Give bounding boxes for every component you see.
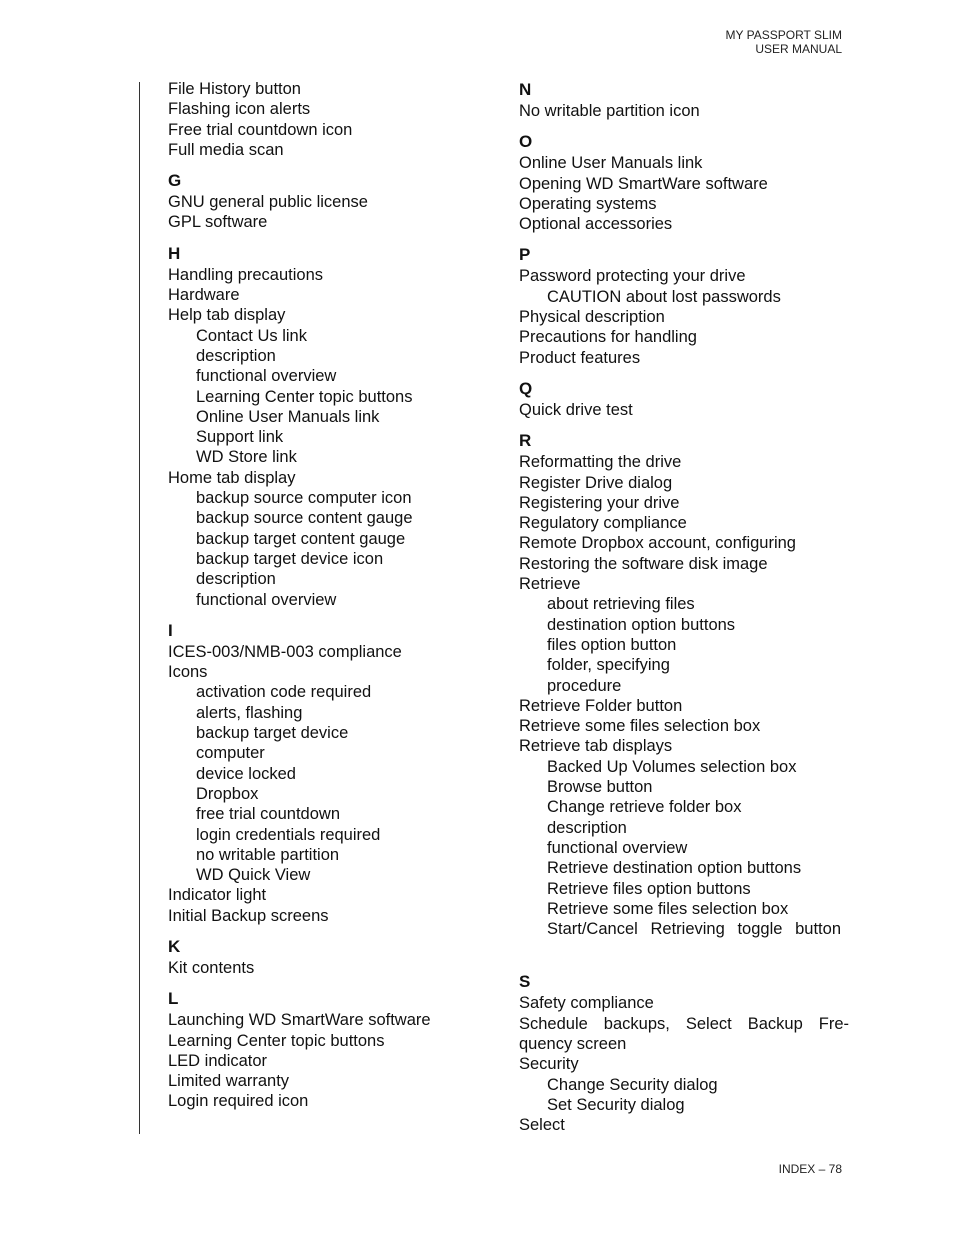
index-entry: Retrieve tab displays xyxy=(519,737,673,756)
index-subentry: destination option buttons xyxy=(547,615,736,634)
index-subentry: backup source content gauge xyxy=(196,509,413,528)
index-entry: Quick drive test xyxy=(519,400,633,419)
index-entry: Initial Backup screens xyxy=(168,906,329,925)
index-group xyxy=(519,378,849,420)
index-subentry: Set Security dialog xyxy=(547,1095,685,1114)
section-letter: H xyxy=(168,243,181,263)
section-letter: L xyxy=(168,989,179,1009)
index-entry: Indicator light xyxy=(168,886,267,905)
index-entry: Retrieve some files selection box xyxy=(519,717,761,736)
section-letter: K xyxy=(168,936,181,956)
index-entry: Remote Dropbox account, configuring xyxy=(519,534,796,553)
index-entry: Opening WD SmartWare software xyxy=(519,174,768,193)
index-entry: Optional accessories xyxy=(519,215,673,234)
index-entry: Safety compliance xyxy=(519,994,654,1013)
index-group xyxy=(519,971,849,1135)
index-subentry: Learning Center topic buttons xyxy=(196,387,413,406)
index-subentry: Retrieve files option buttons xyxy=(547,879,751,898)
index-group xyxy=(168,988,468,1111)
index-group xyxy=(168,243,468,610)
section-letter: R xyxy=(519,431,532,451)
index-subentry: backup source computer icon xyxy=(196,489,412,508)
section-letter: O xyxy=(519,132,533,152)
running-header xyxy=(726,28,842,56)
index-entry: Retrieve Folder button xyxy=(519,696,683,715)
index-entry: Icons xyxy=(168,663,208,682)
index-subentry: computer xyxy=(196,744,265,763)
index-group xyxy=(519,79,849,121)
index-entry: Security xyxy=(519,1055,579,1074)
header-line-2: USER MANUAL xyxy=(755,42,842,56)
index-subentry: functional overview xyxy=(547,838,688,857)
index-entry: GNU general public license xyxy=(168,193,368,212)
index-entry: Reformatting the drive xyxy=(519,453,682,472)
index-subentry: description xyxy=(547,818,627,837)
index-entry: Full media scan xyxy=(168,140,284,159)
index-entry: Kit contents xyxy=(168,958,255,977)
index-subentry: WD Quick View xyxy=(196,866,311,885)
section-letter: N xyxy=(519,80,532,99)
index-entry: Free trial countdown icon xyxy=(168,120,353,139)
index-entry: Handling precautions xyxy=(168,265,324,284)
index-entry: Restoring the software disk image xyxy=(519,554,768,573)
index-entry: Product features xyxy=(519,348,641,367)
index-entry: Hardware xyxy=(168,286,240,305)
index-group xyxy=(168,170,468,233)
index-subentry: alerts, flashing xyxy=(196,703,303,722)
index-entry: Password protecting your drive xyxy=(519,267,746,286)
index-subentry: backup target device xyxy=(196,724,349,743)
section-letter: I xyxy=(168,620,173,640)
index-subentry: Retrieve some files selection box xyxy=(547,899,789,918)
index-entry: Retrieve xyxy=(519,575,581,594)
index-entry: Flashing icon alerts xyxy=(168,100,311,119)
index-subentry: files option button xyxy=(547,635,677,654)
index-entry: Regulatory compliance xyxy=(519,514,687,533)
index-subentry: CAUTION about lost passwords xyxy=(547,287,781,306)
index-entry: Select xyxy=(519,1116,565,1135)
index-entry: Physical description xyxy=(519,308,665,327)
section-letter: G xyxy=(168,171,182,191)
page-footer: INDEX – 78 xyxy=(778,1162,842,1176)
index-group xyxy=(519,244,849,367)
index-subentry: Online User Manuals link xyxy=(196,407,380,426)
index-column-left xyxy=(168,79,468,1122)
index-subentry: Browse button xyxy=(547,778,653,797)
header-line-1: MY PASSPORT SLIM xyxy=(725,28,842,42)
index-entry: Register Drive dialog xyxy=(519,473,673,492)
index-subentry: Backed Up Volumes selection box xyxy=(547,757,797,776)
index-subentry: login credentials required xyxy=(196,825,381,844)
index-subentry: Start/Cancel Retrieving toggle button xyxy=(547,920,841,939)
section-letter: Q xyxy=(519,378,533,398)
index-entry: Home tab display xyxy=(168,468,296,487)
index-subentry: folder, specifying xyxy=(547,656,670,675)
index-entry: Schedule backups, Select Backup Fre-quency screen xyxy=(519,1014,849,1053)
index-subentry: free trial countdown xyxy=(196,805,340,824)
index-entry: ICES-003/NMB-003 compliance xyxy=(168,642,402,661)
index-subentry: about retrieving files xyxy=(547,595,695,614)
index-group xyxy=(168,620,468,926)
index-entry: Learning Center topic buttons xyxy=(168,1031,385,1050)
index-entry: Precautions for handling xyxy=(519,328,697,347)
index-group xyxy=(519,131,849,234)
margin-rule xyxy=(139,82,140,1134)
index-subentry: description xyxy=(196,570,276,589)
index-subentry: no writable partition xyxy=(196,845,340,864)
index-entry: GPL software xyxy=(168,213,268,232)
index-group xyxy=(168,79,468,160)
index-entry: Registering your drive xyxy=(519,493,680,512)
index-subentry: Change retrieve folder box xyxy=(547,798,742,817)
index-entry: File History button xyxy=(168,80,301,98)
index-subentry: Support link xyxy=(196,428,284,447)
section-spacer xyxy=(519,949,849,971)
index-subentry: Dropbox xyxy=(196,784,259,803)
index-entry: LED indicator xyxy=(168,1051,268,1070)
index-entry: Help tab display xyxy=(168,306,286,325)
index-group xyxy=(168,936,468,978)
index-subentry: WD Store link xyxy=(196,448,297,467)
index-subentry: Contact Us link xyxy=(196,326,307,345)
index-subentry: Change Security dialog xyxy=(547,1075,718,1094)
index-entry: No writable partition icon xyxy=(519,102,700,120)
index-entry: Limited warranty xyxy=(168,1072,290,1091)
index-subentry: device locked xyxy=(196,764,296,783)
index-entry: Login required icon xyxy=(168,1092,309,1111)
index-entry: Operating systems xyxy=(519,194,657,213)
index-subentry: functional overview xyxy=(196,367,337,386)
index-group xyxy=(519,430,849,939)
index-subentry: functional overview xyxy=(196,590,337,609)
section-letter: P xyxy=(519,245,531,265)
index-subentry: description xyxy=(196,346,276,365)
index-subentry: backup target device icon xyxy=(196,549,384,568)
section-letter: S xyxy=(519,972,531,992)
index-entry: Online User Manuals link xyxy=(519,154,703,173)
index-subentry: Retrieve destination option buttons xyxy=(547,859,802,878)
index-subentry: backup target content gauge xyxy=(196,529,406,548)
index-column-right xyxy=(519,79,849,1145)
index-subentry: procedure xyxy=(547,676,622,695)
index-entry: Launching WD SmartWare software xyxy=(168,1011,431,1030)
index-subentry: activation code required xyxy=(196,683,372,702)
